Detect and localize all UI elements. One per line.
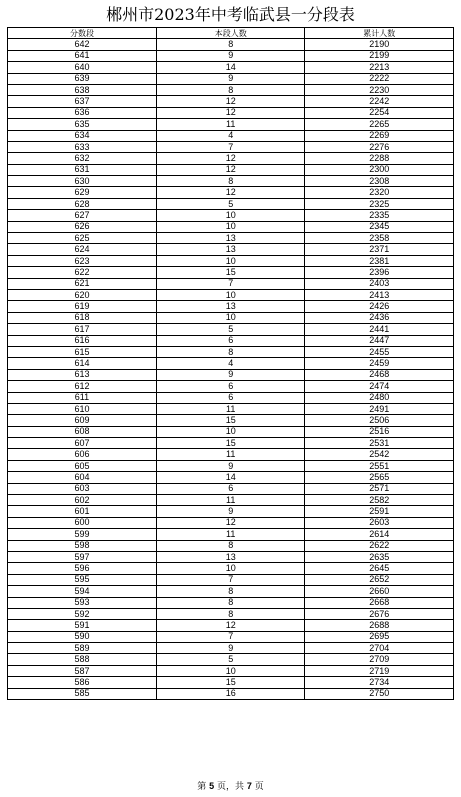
cell-segment-count: 14	[156, 62, 305, 73]
cell-cumulative-count: 2491	[305, 403, 454, 414]
cell-segment-count: 6	[156, 335, 305, 346]
cell-segment-count: 13	[156, 233, 305, 244]
table-row	[8, 529, 454, 540]
cell-cumulative-count: 2582	[305, 495, 454, 506]
cell-cumulative-count: 2447	[305, 335, 454, 346]
cell-score: 619	[8, 301, 157, 312]
cell-score: 597	[8, 551, 157, 562]
table-row	[8, 96, 454, 107]
cell-segment-count: 8	[156, 597, 305, 608]
cell-score: 608	[8, 426, 157, 437]
cell-score: 593	[8, 597, 157, 608]
cell-cumulative-count: 2571	[305, 483, 454, 494]
table-row	[8, 244, 454, 255]
cell-segment-count: 6	[156, 392, 305, 403]
cell-cumulative-count: 2335	[305, 210, 454, 221]
cell-segment-count: 10	[156, 210, 305, 221]
table-row	[8, 415, 454, 426]
cell-segment-count: 12	[156, 517, 305, 528]
cell-segment-count: 14	[156, 472, 305, 483]
cell-cumulative-count: 2676	[305, 608, 454, 619]
cell-score: 610	[8, 403, 157, 414]
cell-segment-count: 10	[156, 289, 305, 300]
table-row	[8, 187, 454, 198]
cell-segment-count: 4	[156, 130, 305, 141]
cell-cumulative-count: 2709	[305, 654, 454, 665]
cell-score: 602	[8, 495, 157, 506]
cell-cumulative-count: 2614	[305, 529, 454, 540]
cell-cumulative-count: 2288	[305, 153, 454, 164]
table-row	[8, 483, 454, 494]
cell-segment-count: 11	[156, 529, 305, 540]
table-row	[8, 426, 454, 437]
cell-cumulative-count: 2695	[305, 631, 454, 642]
table-row	[8, 369, 454, 380]
cell-score: 607	[8, 438, 157, 449]
table-row	[8, 289, 454, 300]
table-row	[8, 620, 454, 631]
cell-cumulative-count: 2242	[305, 96, 454, 107]
cell-segment-count: 8	[156, 84, 305, 95]
cell-score: 591	[8, 620, 157, 631]
cell-cumulative-count: 2426	[305, 301, 454, 312]
table-row	[8, 665, 454, 676]
cell-segment-count: 7	[156, 574, 305, 585]
cell-cumulative-count: 2531	[305, 438, 454, 449]
cell-score: 601	[8, 506, 157, 517]
cell-cumulative-count: 2565	[305, 472, 454, 483]
cell-segment-count: 5	[156, 654, 305, 665]
cell-cumulative-count: 2320	[305, 187, 454, 198]
cell-cumulative-count: 2516	[305, 426, 454, 437]
cell-segment-count: 11	[156, 119, 305, 130]
table-row	[8, 540, 454, 551]
table-row	[8, 358, 454, 369]
cell-cumulative-count: 2371	[305, 244, 454, 255]
table-row	[8, 233, 454, 244]
table-row	[8, 654, 454, 665]
table-row	[8, 210, 454, 221]
cell-cumulative-count: 2734	[305, 677, 454, 688]
cell-cumulative-count: 2436	[305, 312, 454, 323]
cell-segment-count: 11	[156, 449, 305, 460]
cell-score: 639	[8, 73, 157, 84]
table-body	[8, 39, 454, 700]
header-score-range: 分数段	[8, 28, 157, 39]
cell-segment-count: 7	[156, 278, 305, 289]
footer-suffix: 页	[254, 782, 264, 792]
cell-score: 609	[8, 415, 157, 426]
cell-score: 604	[8, 472, 157, 483]
table-row	[8, 608, 454, 619]
cell-segment-count: 11	[156, 403, 305, 414]
cell-segment-count: 13	[156, 244, 305, 255]
cell-score: 641	[8, 50, 157, 61]
cell-segment-count: 10	[156, 255, 305, 266]
table-row	[8, 84, 454, 95]
cell-segment-count: 12	[156, 187, 305, 198]
cell-score: 588	[8, 654, 157, 665]
cell-cumulative-count: 2688	[305, 620, 454, 631]
table-row	[8, 403, 454, 414]
footer-page-number: 5	[209, 781, 215, 791]
cell-cumulative-count: 2622	[305, 540, 454, 551]
cell-score: 621	[8, 278, 157, 289]
cell-score: 592	[8, 608, 157, 619]
cell-score: 618	[8, 312, 157, 323]
cell-cumulative-count: 2660	[305, 586, 454, 597]
table-row	[8, 472, 454, 483]
cell-segment-count: 11	[156, 495, 305, 506]
cell-score: 632	[8, 153, 157, 164]
table-row	[8, 278, 454, 289]
cell-score: 596	[8, 563, 157, 574]
cell-score: 603	[8, 483, 157, 494]
table-row	[8, 119, 454, 130]
cell-score: 586	[8, 677, 157, 688]
table-row	[8, 255, 454, 266]
cell-score: 626	[8, 221, 157, 232]
table-row	[8, 551, 454, 562]
table-row	[8, 438, 454, 449]
table-row	[8, 335, 454, 346]
table-row	[8, 688, 454, 699]
cell-segment-count: 8	[156, 608, 305, 619]
cell-segment-count: 13	[156, 301, 305, 312]
cell-segment-count: 7	[156, 141, 305, 152]
cell-segment-count: 4	[156, 358, 305, 369]
cell-score: 636	[8, 107, 157, 118]
table-row	[8, 563, 454, 574]
table-row	[8, 506, 454, 517]
cell-score: 606	[8, 449, 157, 460]
cell-score: 590	[8, 631, 157, 642]
cell-cumulative-count: 2645	[305, 563, 454, 574]
cell-cumulative-count: 2222	[305, 73, 454, 84]
cell-cumulative-count: 2300	[305, 164, 454, 175]
footer-total-pages: 7	[246, 781, 252, 791]
cell-score: 622	[8, 267, 157, 278]
cell-cumulative-count: 2230	[305, 84, 454, 95]
cell-score: 628	[8, 198, 157, 209]
cell-score: 615	[8, 346, 157, 357]
cell-segment-count: 9	[156, 369, 305, 380]
footer-prefix: 第	[197, 782, 207, 792]
cell-segment-count: 10	[156, 426, 305, 437]
cell-score: 640	[8, 62, 157, 73]
cell-score: 629	[8, 187, 157, 198]
cell-segment-count: 9	[156, 643, 305, 654]
page-title: 郴州市2023年中考临武县一分段表	[106, 5, 355, 24]
cell-segment-count: 5	[156, 198, 305, 209]
cell-score: 616	[8, 335, 157, 346]
cell-cumulative-count: 2345	[305, 221, 454, 232]
cell-score: 634	[8, 130, 157, 141]
table-row	[8, 198, 454, 209]
footer-middle: 页，共	[216, 782, 244, 792]
cell-cumulative-count: 2750	[305, 688, 454, 699]
cell-segment-count: 13	[156, 551, 305, 562]
cell-segment-count: 9	[156, 506, 305, 517]
table-row	[8, 597, 454, 608]
table-row	[8, 221, 454, 232]
table-row	[8, 346, 454, 357]
table-row	[8, 141, 454, 152]
cell-score: 635	[8, 119, 157, 130]
cell-cumulative-count: 2413	[305, 289, 454, 300]
table-row	[8, 62, 454, 73]
cell-score: 625	[8, 233, 157, 244]
cell-segment-count: 12	[156, 620, 305, 631]
cell-score: 611	[8, 392, 157, 403]
table-row	[8, 73, 454, 84]
cell-score: 614	[8, 358, 157, 369]
table-row	[8, 267, 454, 278]
cell-segment-count: 5	[156, 324, 305, 335]
cell-segment-count: 10	[156, 563, 305, 574]
cell-cumulative-count: 2325	[305, 198, 454, 209]
cell-score: 627	[8, 210, 157, 221]
cell-cumulative-count: 2542	[305, 449, 454, 460]
cell-segment-count: 8	[156, 39, 305, 50]
cell-score: 631	[8, 164, 157, 175]
cell-score: 589	[8, 643, 157, 654]
cell-segment-count: 8	[156, 586, 305, 597]
table-row	[8, 517, 454, 528]
cell-segment-count: 8	[156, 346, 305, 357]
cell-cumulative-count: 2468	[305, 369, 454, 380]
cell-score: 638	[8, 84, 157, 95]
cell-segment-count: 12	[156, 96, 305, 107]
cell-segment-count: 12	[156, 107, 305, 118]
cell-cumulative-count: 2213	[305, 62, 454, 73]
cell-cumulative-count: 2719	[305, 665, 454, 676]
cell-segment-count: 6	[156, 483, 305, 494]
table-row	[8, 495, 454, 506]
cell-score: 594	[8, 586, 157, 597]
cell-segment-count: 16	[156, 688, 305, 699]
cell-score: 637	[8, 96, 157, 107]
table-row	[8, 460, 454, 471]
cell-cumulative-count: 2265	[305, 119, 454, 130]
cell-segment-count: 6	[156, 381, 305, 392]
cell-segment-count: 15	[156, 677, 305, 688]
cell-segment-count: 10	[156, 665, 305, 676]
table-row	[8, 176, 454, 187]
table-row	[8, 449, 454, 460]
score-table	[7, 27, 454, 700]
cell-cumulative-count: 2276	[305, 141, 454, 152]
cell-score: 595	[8, 574, 157, 585]
cell-cumulative-count: 2269	[305, 130, 454, 141]
header-segment-count: 本段人数	[156, 28, 305, 39]
cell-score: 623	[8, 255, 157, 266]
cell-segment-count: 9	[156, 50, 305, 61]
cell-cumulative-count: 2459	[305, 358, 454, 369]
cell-score: 633	[8, 141, 157, 152]
cell-cumulative-count: 2381	[305, 255, 454, 266]
cell-segment-count: 15	[156, 438, 305, 449]
cell-score: 630	[8, 176, 157, 187]
table-row	[8, 631, 454, 642]
table-header-row	[8, 28, 454, 39]
cell-segment-count: 10	[156, 312, 305, 323]
table-row	[8, 39, 454, 50]
cell-score: 585	[8, 688, 157, 699]
cell-cumulative-count: 2474	[305, 381, 454, 392]
table-row	[8, 574, 454, 585]
table-row	[8, 107, 454, 118]
cell-score: 587	[8, 665, 157, 676]
cell-segment-count: 15	[156, 267, 305, 278]
cell-cumulative-count: 2308	[305, 176, 454, 187]
cell-segment-count: 10	[156, 221, 305, 232]
cell-segment-count: 9	[156, 460, 305, 471]
table-row	[8, 324, 454, 335]
cell-cumulative-count: 2591	[305, 506, 454, 517]
cell-score: 613	[8, 369, 157, 380]
cell-cumulative-count: 2603	[305, 517, 454, 528]
table-row	[8, 586, 454, 597]
cell-score: 620	[8, 289, 157, 300]
table-row	[8, 164, 454, 175]
cell-cumulative-count: 2668	[305, 597, 454, 608]
table-row	[8, 677, 454, 688]
cell-score: 598	[8, 540, 157, 551]
cell-cumulative-count: 2704	[305, 643, 454, 654]
cell-score: 612	[8, 381, 157, 392]
cell-score: 617	[8, 324, 157, 335]
cell-score: 624	[8, 244, 157, 255]
cell-cumulative-count: 2190	[305, 39, 454, 50]
cell-cumulative-count: 2635	[305, 551, 454, 562]
table-row	[8, 301, 454, 312]
table-row	[8, 312, 454, 323]
cell-cumulative-count: 2506	[305, 415, 454, 426]
cell-segment-count: 12	[156, 164, 305, 175]
cell-cumulative-count: 2441	[305, 324, 454, 335]
cell-segment-count: 12	[156, 153, 305, 164]
cell-cumulative-count: 2480	[305, 392, 454, 403]
table-row	[8, 392, 454, 403]
cell-segment-count: 7	[156, 631, 305, 642]
cell-segment-count: 15	[156, 415, 305, 426]
cell-cumulative-count: 2455	[305, 346, 454, 357]
cell-score: 599	[8, 529, 157, 540]
cell-cumulative-count: 2396	[305, 267, 454, 278]
cell-score: 605	[8, 460, 157, 471]
cell-cumulative-count: 2551	[305, 460, 454, 471]
page-footer	[0, 781, 461, 793]
header-cumulative-count: 累计人数	[305, 28, 454, 39]
cell-cumulative-count: 2199	[305, 50, 454, 61]
table-row	[8, 50, 454, 61]
table-row	[8, 381, 454, 392]
table-row	[8, 130, 454, 141]
table-row	[8, 643, 454, 654]
cell-cumulative-count: 2358	[305, 233, 454, 244]
cell-cumulative-count: 2652	[305, 574, 454, 585]
cell-cumulative-count: 2254	[305, 107, 454, 118]
cell-score: 642	[8, 39, 157, 50]
cell-score: 600	[8, 517, 157, 528]
cell-segment-count: 8	[156, 176, 305, 187]
cell-cumulative-count: 2403	[305, 278, 454, 289]
cell-segment-count: 8	[156, 540, 305, 551]
cell-segment-count: 9	[156, 73, 305, 84]
table-row	[8, 153, 454, 164]
